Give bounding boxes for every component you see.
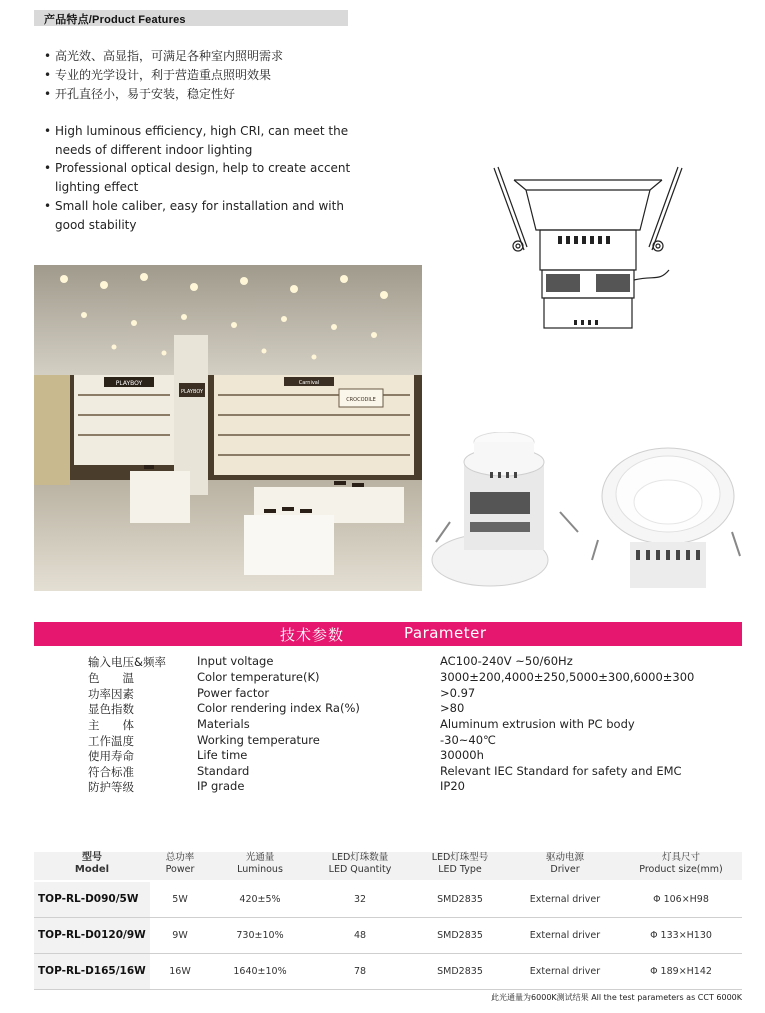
- cell-led-quantity: 32: [353, 894, 367, 905]
- test-note: 此光通量为6000K测试结果 All the test parameters as CCT 6000K: [491, 993, 742, 1002]
- param-cn-label: 显色指数: [88, 702, 134, 716]
- header-en: LED Type: [438, 864, 482, 875]
- parameter-row: [0, 779, 765, 795]
- store-sign: CROCODILE: [346, 397, 376, 403]
- header-en: Driver: [550, 864, 580, 875]
- param-cn-label: 工作温度: [88, 734, 134, 748]
- table-header-cell: [150, 852, 210, 876]
- feature-en-item: [44, 197, 364, 234]
- cell-size: Φ 189×H142: [650, 966, 712, 977]
- parameter-title-cn: 技术参数: [280, 626, 345, 644]
- header-cn: LED灯珠型号: [431, 852, 489, 863]
- product-photo-side: [430, 432, 583, 592]
- parameter-row: [0, 701, 765, 717]
- param-value: 3000±200,4000±250,5000±300,6000±300: [440, 670, 695, 684]
- param-value: >80: [440, 701, 465, 715]
- param-en-label: Working temperature: [197, 733, 320, 747]
- feature-en-line: lighting effect: [55, 180, 139, 195]
- header-cn: 总功率: [165, 852, 195, 863]
- table-header-cell: [620, 852, 742, 876]
- param-cn-label: 输入电压&频率: [88, 655, 166, 669]
- store-installation-photo: [34, 265, 422, 591]
- header-cn: LED灯珠数量: [331, 852, 389, 863]
- feature-en-line: Small hole caliber, easy for installation and with: [55, 198, 344, 213]
- header-cn: 灯具尺寸: [661, 852, 700, 863]
- parameter-row: [0, 748, 765, 764]
- cell-led-type: SMD2835: [437, 966, 483, 977]
- cell-led-quantity: 48: [353, 930, 367, 941]
- param-cn-label: 防护等级: [88, 780, 134, 794]
- feature-cn-item: • 开孔直径小，易于安装，稳定性好: [44, 85, 364, 104]
- parameter-header-bar: [34, 622, 742, 646]
- header-en: Product size(mm): [639, 864, 723, 875]
- parameter-row: [0, 654, 765, 670]
- param-value: IP20: [440, 779, 465, 793]
- cell-driver: External driver: [529, 930, 601, 941]
- cell-model: TOP-RL-D0120/9W: [34, 918, 150, 953]
- table-row: [34, 954, 742, 990]
- param-en-label: Color temperature(K): [197, 670, 320, 684]
- feature-en-line: High luminous efficiency, high CRI, can meet the: [55, 124, 349, 138]
- parameter-title-en: Parameter: [404, 624, 487, 642]
- parameter-row: [0, 686, 765, 702]
- param-en-label: IP grade: [197, 779, 245, 793]
- table-header-cell: [210, 852, 310, 876]
- param-en-label: Power factor: [197, 686, 270, 700]
- param-en-label: Color rendering index Ra(%): [197, 701, 360, 715]
- cell-driver: External driver: [529, 966, 601, 977]
- downlight-line-drawing: [484, 150, 692, 340]
- param-en-label: Materials: [197, 717, 250, 731]
- param-value: Aluminum extrusion with PC body: [440, 717, 635, 731]
- table-header-cell: [310, 852, 410, 876]
- header-en: Model: [74, 864, 110, 875]
- feature-en-line: needs of different indoor lighting: [55, 142, 253, 157]
- features-en-list: [44, 122, 364, 234]
- features-cn-list: [44, 47, 364, 104]
- features-title: 产品特点/Product Features: [44, 14, 186, 26]
- feature-cn-item: • 高光效、高显指，可满足各种室内照明需求: [44, 47, 364, 66]
- product-photo-front: [590, 432, 742, 592]
- param-value: >0.97: [440, 686, 476, 700]
- table-header-cell: [510, 852, 620, 876]
- cell-size: Φ 133×H130: [650, 930, 712, 941]
- param-cn-label: 符合标准: [88, 765, 134, 779]
- store-sign: PLAYBOY: [180, 389, 204, 395]
- parameter-row: [0, 670, 765, 686]
- param-value: Relevant IEC Standard for safety and EMC: [440, 764, 682, 778]
- param-value: 30000h: [440, 748, 484, 762]
- param-cn-label: 色 温: [88, 671, 134, 685]
- cell-led-type: SMD2835: [437, 894, 483, 905]
- cell-model: TOP-RL-D165/16W: [34, 954, 150, 989]
- cell-driver: External driver: [529, 894, 601, 905]
- cell-power: 5W: [172, 894, 188, 905]
- param-cn-label: 功率因素: [88, 687, 134, 701]
- cell-luminous: 420±5%: [239, 894, 281, 905]
- table-header: [34, 852, 742, 880]
- cell-power: 16W: [169, 966, 191, 977]
- cell-model: TOP-RL-D090/5W: [34, 882, 150, 917]
- header-en: Power: [165, 864, 195, 875]
- feature-en-line: Professional optical design, help to create accent: [55, 161, 351, 176]
- table-row: [34, 918, 742, 954]
- header-en: Luminous: [237, 864, 283, 875]
- param-cn-label: 主 体: [88, 718, 134, 732]
- cell-led-type: SMD2835: [437, 930, 483, 941]
- param-en-label: Life time: [197, 748, 248, 762]
- param-value: AC100-240V ~50/60Hz: [440, 654, 573, 668]
- feature-en-item: [44, 122, 364, 159]
- table-header-cell: [34, 852, 150, 876]
- feature-en-line: good stability: [55, 217, 137, 232]
- cell-size: Φ 106×H98: [653, 894, 709, 905]
- table-row: [34, 882, 742, 918]
- param-cn-label: 使用寿命: [88, 749, 134, 763]
- parameter-row: [0, 764, 765, 780]
- header-cn: 光通量: [245, 852, 275, 863]
- parameter-row: [0, 733, 765, 749]
- store-sign: Carnival: [298, 380, 320, 386]
- header-cn: 驱动电源: [545, 852, 584, 863]
- header-en: LED Quantity: [328, 864, 392, 875]
- param-en-label: Input voltage: [197, 654, 274, 668]
- feature-cn-item: • 专业的光学设计，利于营造重点照明效果: [44, 66, 364, 85]
- param-en-label: Standard: [197, 764, 250, 778]
- cell-luminous: 1640±10%: [233, 966, 287, 977]
- cell-led-quantity: 78: [353, 966, 367, 977]
- cell-luminous: 730±10%: [236, 930, 284, 941]
- table-header-cell: [410, 852, 510, 876]
- parameter-row: [0, 717, 765, 733]
- store-sign: PLAYBOY: [115, 380, 143, 387]
- feature-en-item: [44, 159, 364, 196]
- header-cn: 型号: [82, 852, 102, 863]
- cell-power: 9W: [172, 930, 188, 941]
- param-value: -30~40℃: [440, 733, 496, 747]
